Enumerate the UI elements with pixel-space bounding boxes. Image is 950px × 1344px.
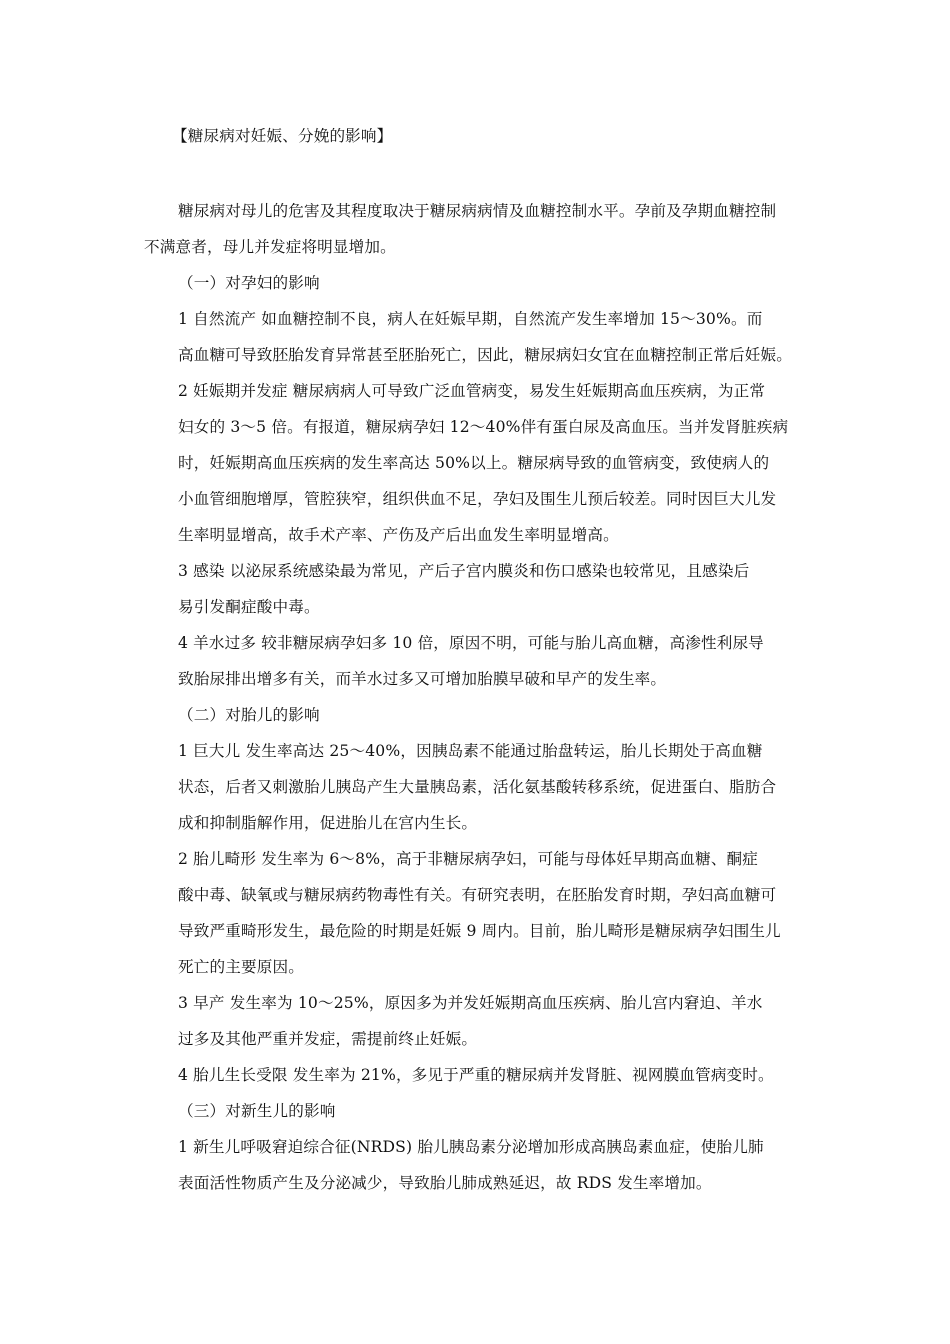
newborn-item1-line-2: 表面活性物质产生及分泌减少，导致胎儿肺成熟延迟，故 RDS 发生率增加。 — [178, 1174, 712, 1192]
document-heading: 【糖尿病对妊娠、分娩的影响】 — [172, 127, 393, 145]
fetus-item1-line-2: 状态，后者又刺激胎儿胰岛产生大量胰岛素，活化氨基酸转移系统，促进蛋白、脂肪合 — [178, 778, 777, 796]
intro-line-2: 不满意者，母儿并发症将明显增加。 — [144, 238, 396, 256]
mother-item4-line-1: 4 羊水过多 较非糖尿病孕妇多 10 倍，原因不明，可能与胎儿高血糖，高渗性利尿导 — [178, 634, 764, 652]
fetus-item3-line-2: 过多及其他严重并发症，需提前终止妊娠。 — [178, 1030, 478, 1048]
fetus-item1-line-1: 1 巨大儿 发生率高达 25～40%，因胰岛素不能通过胎盘转运，胎儿长期处于高血糖 — [178, 742, 763, 760]
mother-item3-line-1: 3 感染 以泌尿系统感染最为常见，产后子宫内膜炎和伤口感染也较常见，且感染后 — [178, 562, 750, 580]
fetus-item2-line-2: 酸中毒、缺氧或与糖尿病药物毒性有关。有研究表明，在胚胎发育时期，孕妇高血糖可 — [178, 886, 777, 904]
mother-item2-line-1: 2 妊娠期并发症 糖尿病病人可导致广泛血管病变，易发生妊娠期高血压疾病，为正常 — [178, 382, 766, 400]
mother-item2-line-4: 小血管细胞增厚，管腔狭窄，组织供血不足，孕妇及围生儿预后较差。同时因巨大儿发 — [178, 490, 777, 508]
fetus-item2-line-1: 2 胎儿畸形 发生率为 6～8%，高于非糖尿病孕妇，可能与母体妊早期高血糖、酮症 — [178, 850, 759, 868]
section-title-newborn: （三）对新生儿的影响 — [178, 1102, 336, 1120]
mother-item2-line-5: 生率明显增高，故手术产率、产伤及产后出血发生率明显增高。 — [178, 526, 619, 544]
mother-item1-line-1: 1 自然流产 如血糖控制不良，病人在妊娠早期，自然流产发生率增加 15～30%。而 — [178, 310, 763, 328]
fetus-item2-line-3: 导致严重畸形发生，最危险的时期是妊娠 9 周内。目前，胎儿畸形是糖尿病孕妇围生儿 — [178, 922, 781, 940]
mother-item2-line-2: 妇女的 3～5 倍。有报道，糖尿病孕妇 12～40%伴有蛋白尿及高血压。当并发肾脏疾病 — [178, 418, 789, 436]
newborn-item1-line-1: 1 新生儿呼吸窘迫综合征(NRDS) 胎儿胰岛素分泌增加形成高胰岛素血症，使胎儿肺 — [178, 1138, 764, 1156]
mother-item2-line-3: 时，妊娠期高血压疾病的发生率高达 50%以上。糖尿病导致的血管病变，致使病人的 — [178, 454, 770, 472]
mother-item1-line-2: 高血糖可导致胚胎发育异常甚至胚胎死亡，因此，糖尿病妇女宜在血糖控制正常后妊娠。 — [178, 346, 793, 364]
section-title-fetus: （二）对胎儿的影响 — [178, 706, 320, 724]
intro-line-1: 糖尿病对母儿的危害及其程度取决于糖尿病病情及血糖控制水平。孕前及孕期血糖控制 — [178, 202, 777, 220]
mother-item4-line-2: 致胎尿排出增多有关，而羊水过多又可增加胎膜早破和早产的发生率。 — [178, 670, 667, 688]
section-title-mother: （一）对孕妇的影响 — [178, 274, 320, 292]
fetus-item2-line-4: 死亡的主要原因。 — [178, 958, 304, 976]
fetus-item1-line-3: 成和抑制脂解作用，促进胎儿在宫内生长。 — [178, 814, 478, 832]
mother-item3-line-2: 易引发酮症酸中毒。 — [178, 598, 320, 616]
fetus-item3-line-1: 3 早产 发生率为 10～25%，原因多为并发妊娠期高血压疾病、胎儿宫内窘迫、羊水 — [178, 994, 763, 1012]
fetus-item4-line-1: 4 胎儿生长受限 发生率为 21%，多见于严重的糖尿病并发肾脏、视网膜血管病变时。 — [178, 1066, 774, 1084]
